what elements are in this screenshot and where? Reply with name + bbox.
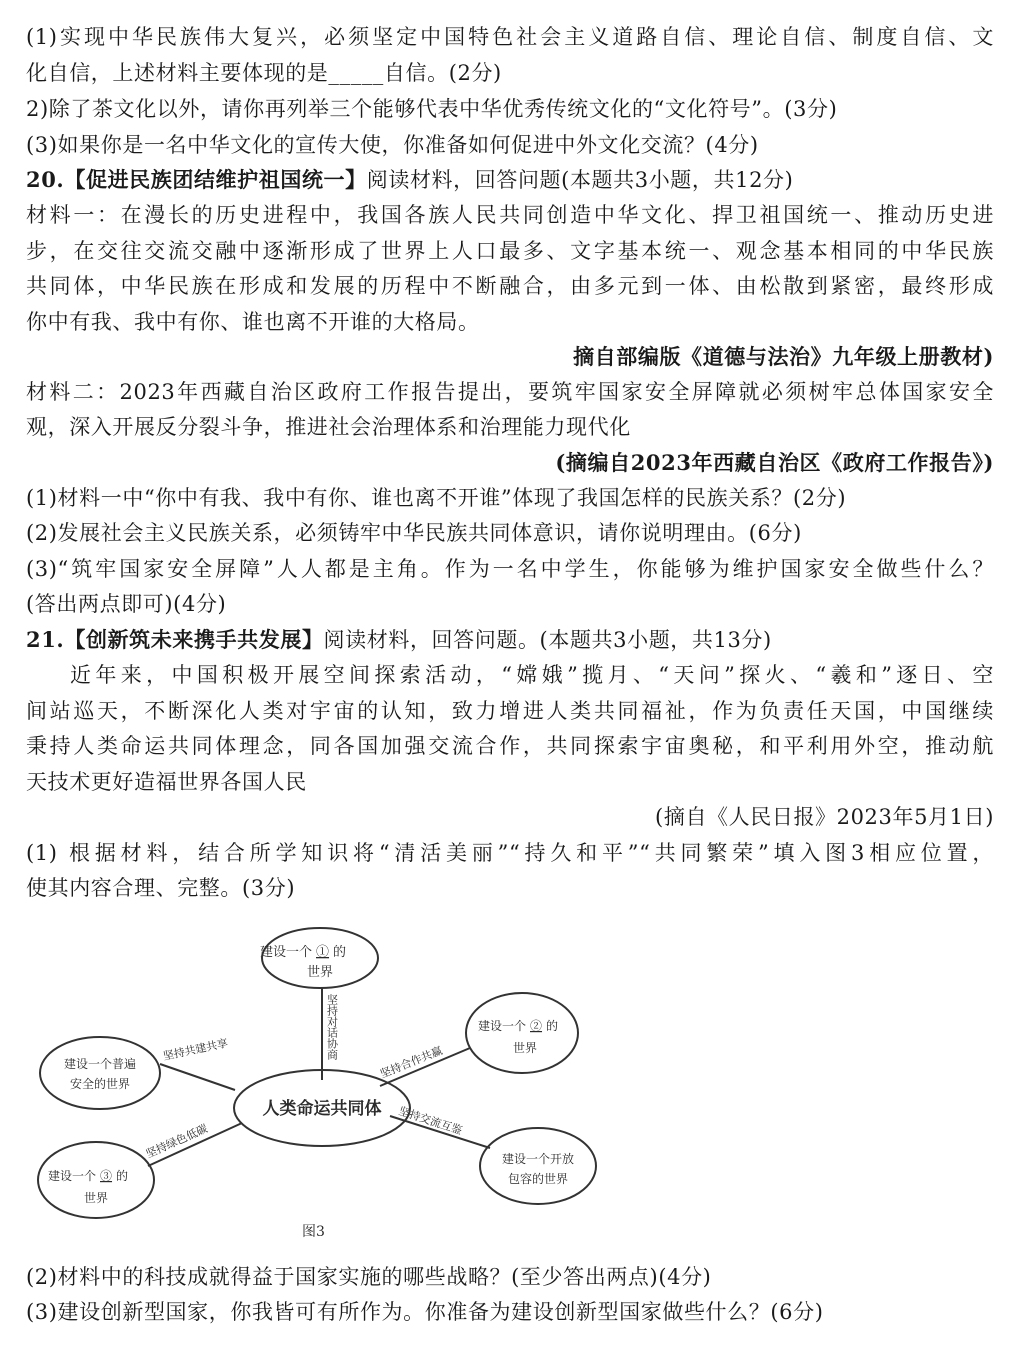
bottom-left-node-blank: ③	[100, 1169, 113, 1183]
bottom-left-node-prefix: 建设一个	[48, 1169, 97, 1183]
right-node-prefix: 建设一个	[478, 1019, 527, 1033]
q20-material1-line2: 步，在交往交流交融中逐渐形成了世界上人口最多、文字基本统一、观念基本相同的中华民族	[26, 239, 994, 263]
bottom-left-node-suffix: 的	[116, 1169, 129, 1183]
q20-title: 【促进民族团结维护祖国统一】	[64, 167, 367, 192]
center-label: 人类命运共同体	[262, 1099, 382, 1119]
bottom-left-node-world: 世界	[83, 1191, 109, 1205]
q20-material1-source: 摘自部编版《道德与法治》九年级上册教材)	[573, 344, 994, 369]
q19-sub2: 2)除了茶文化以外，请你再列举三个能够代表中华优秀传统文化的“文化符号”。(3分)	[26, 97, 838, 121]
q21-sub2: (2)材料中的科技成就得益于国家实施的哪些战略？(至少答出两点)(4分)	[26, 1265, 712, 1289]
q21-title: 【创新筑未来携手共发展】	[64, 627, 324, 652]
left-node	[40, 1037, 160, 1109]
q20-sub3-line2: (答出两点即可)(4分)	[26, 592, 227, 616]
q20-number: 20.	[26, 167, 65, 192]
right-node	[466, 993, 578, 1073]
q20-sub2: (2)发展社会主义民族关系，必须铸牢中华民族共同体意识，请你说明理由。(6分)	[26, 521, 802, 545]
q21-paragraph-line4: 天技术更好造福世界各国人民	[26, 770, 307, 794]
q21-sub1-line1: (1) 根据材料，结合所学知识将“清活美丽”“持久和平”“共同繁荣”填入图3相应位置，	[26, 841, 994, 865]
q20-material1-line4: 你中有我、我中有你、谁也离不开谁的大格局。	[26, 310, 480, 334]
q20-material1-line1: 材料一：在漫长的历史进程中，我国各族人民共同创造中华文化、捍卫祖国统一、推动历史进	[26, 203, 994, 227]
q19-sub1-line2: 化自信，上述材料主要体现的是_____自信。(2分)	[26, 61, 502, 85]
figure-3-diagram	[30, 918, 610, 1248]
top-node-prefix: 建设一个	[260, 945, 313, 960]
q21-instruction: 阅读材料，回答问题。(本题共3小题，共13分)	[323, 628, 772, 652]
spoke-label-right: 坚持合作共赢	[378, 1044, 445, 1081]
spoke-line-left	[160, 1064, 235, 1090]
q21-number: 21.	[26, 627, 65, 652]
bottom-right-node	[480, 1128, 596, 1204]
q19-sub3: (3)如果你是一名中华文化的宣传大使，你准备如何促进中外文化交流？(4分)	[26, 133, 759, 157]
figure-caption: 图3	[302, 1224, 325, 1240]
bottom-right-node-line2: 包容的世界	[507, 1172, 569, 1186]
q21-paragraph-line2: 间站巡天，不断深化人类对宇宙的认知，致力增进人类共同福祉，作为负责任天国，中国继续	[26, 699, 994, 723]
q20-material2-line2: 观，深入开展反分裂斗争，推进社会治理体系和治理能力现代化	[26, 415, 631, 439]
bottom-left-node-text	[48, 1168, 128, 1183]
q21-sub3: (3)建设创新型国家，你我皆可有所作为。你准备为建设创新型国家做些什么？(6分)	[26, 1300, 824, 1324]
top-node-text	[260, 944, 346, 960]
top-node-blank: ①	[316, 945, 330, 960]
q20-material2-line1: 材料二：2023年西藏自治区政府工作报告提出，要筑牢国家安全屏障就必须树牢总体国家安全	[26, 380, 994, 404]
spoke-label-bottom-left: 坚持绿色低碳	[143, 1122, 210, 1161]
spoke-label-left: 坚持共建共享	[161, 1036, 230, 1063]
q21-sub1-line2: 使其内容合理、完整。(3分)	[26, 876, 296, 900]
top-node-suffix: 的	[333, 945, 347, 960]
q20-material2-source: (摘编自2023年西藏自治区《政府工作报告》)	[555, 450, 994, 475]
right-node-text	[478, 1018, 558, 1033]
q20-material1-line3: 共同体，中华民族在形成和发展的历程中不断融合，由多元到一体、由松散到紧密，最终形成	[26, 274, 994, 298]
q20-instruction: 阅读材料，回答问题(本题共3小题，共12分)	[366, 168, 794, 192]
q21-paragraph-line1: 近年来，中国积极开展空间探索活动，“嫦娥”揽月、“天问”探火、“羲和”逐日、空	[70, 663, 994, 687]
q20-heading	[26, 165, 994, 195]
q21-source: (摘自《人民日报》2023年5月1日)	[655, 805, 994, 829]
q21-paragraph-line3: 秉持人类命运共同体理念，同各国加强交流合作，共同探索宇宙奥秘，和平利用外空，推动航	[26, 734, 994, 758]
bottom-right-node-line1: 建设一个开放	[501, 1152, 575, 1166]
right-node-world: 世界	[512, 1041, 538, 1055]
spoke-label-bottom-right: 坚持交流互鉴	[397, 1104, 464, 1138]
spoke-label-top: 坚持对话协商	[325, 994, 339, 1060]
left-node-line1: 建设一个普遍	[63, 1057, 137, 1071]
q21-heading	[26, 625, 994, 655]
top-node-world: 世界	[306, 965, 334, 980]
right-node-blank: ②	[530, 1019, 543, 1033]
q20-sub3-line1: (3)“筑牢国家安全屏障”人人都是主角。作为一名中学生，你能够为维护国家安全做些什么？	[26, 557, 994, 581]
right-node-suffix: 的	[546, 1019, 559, 1033]
left-node-line2: 安全的世界	[69, 1077, 131, 1091]
q19-sub1-line1: (1)实现中华民族伟大复兴，必须坚定中国特色社会主义道路自信、理论自信、制度自信、文	[26, 25, 994, 49]
q20-sub1: (1)材料一中“你中有我、我中有你、谁也离不开谁”体现了我国怎样的民族关系？(2分)	[26, 486, 847, 510]
